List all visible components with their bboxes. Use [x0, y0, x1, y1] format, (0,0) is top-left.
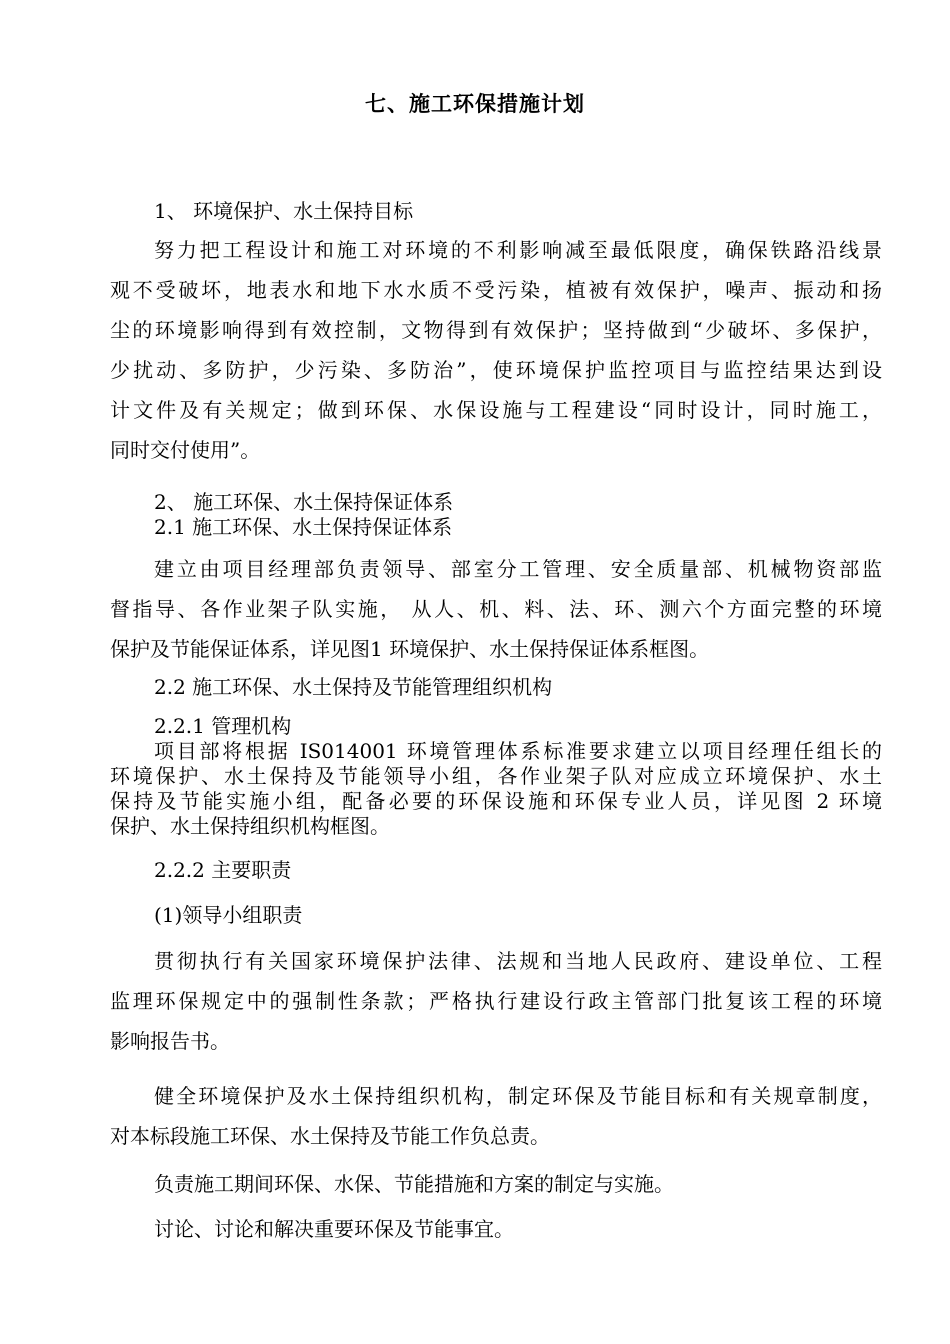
- page-title: 七、施工环保措施计划: [365, 91, 585, 116]
- paragraph-line: 保护、水土保持组织机构框图。: [110, 814, 390, 838]
- paragraph-line: 观不受破坏，地表水和地下水水质不受污染，植被有效保护，噪声、振动和扬: [110, 278, 882, 302]
- paragraph-line: 监理环保规定中的强制性条款；严格执行建设行政主管部门批复该工程的环境: [110, 989, 882, 1013]
- paragraph-line: 健全环境保护及水土保持组织机构，制定环保及节能目标和有关规章制度，: [154, 1084, 882, 1108]
- paragraph-line: 同时交付使用”。: [110, 438, 261, 462]
- paragraph-line: 影响报告书。: [110, 1029, 230, 1053]
- paragraph-line: 保护及节能保证体系，详见图1 环境保护、水土保持保证体系框图。: [110, 637, 710, 661]
- duties-paragraph-3: [110, 1164, 882, 1204]
- duties-paragraph-4: [110, 1209, 882, 1249]
- subsection-2-2-2-block: [110, 850, 882, 890]
- section-2-1-paragraph: [110, 549, 882, 669]
- paragraph-line: 项目部将根据 IS014001 环境管理体系标准要求建立以项目经理任组长的: [154, 739, 882, 763]
- section-1-heading-block: [110, 191, 882, 231]
- paragraph-line: 努力把工程设计和施工对环境的不利影响减至最低限度，确保铁路沿线景: [154, 238, 882, 262]
- paragraph-line: 少扰动、多防护，少污染、多防治”，使环境保护监控项目与监控结果达到设: [110, 358, 882, 382]
- paragraph-line: 讨论、讨论和解决重要环保及节能事宜。: [154, 1217, 514, 1241]
- subsection-2-2-1-heading: 2.2.1 管理机构: [154, 714, 292, 738]
- paragraph-line: 环境保护、水土保持及节能领导小组，各作业架子队对应成立环境保护、水土: [110, 764, 882, 788]
- paragraph-line: 尘的环境影响得到有效控制，文物得到有效保护；坚持做到“少破坏、多保护，: [110, 318, 882, 342]
- paragraph-line: 保持及节能实施小组，配备必要的环保设施和环保专业人员，详见图 2 环境: [110, 789, 882, 813]
- paragraph-line: 对本标段施工环保、水土保持及节能工作负总责。: [110, 1124, 550, 1148]
- paragraph-line: 计文件及有关规定；做到环保、水保设施与工程建设“同时设计，同时施工，: [110, 398, 882, 422]
- duties-paragraph-2: [110, 1076, 882, 1156]
- paragraph-line: 督指导、各作业架子队实施， 从人、机、料、法、环、测六个方面完整的环境: [110, 597, 882, 621]
- leader-group-duties-heading: (1)领导小组职责: [154, 903, 303, 927]
- paragraph-line: 负责施工期间环保、水保、节能措施和方案的制定与实施。: [154, 1172, 674, 1196]
- subsection-2-2-2-heading: 2.2.2 主要职责: [154, 858, 292, 882]
- duties-paragraph-1: [110, 941, 882, 1061]
- section-1-paragraph: [110, 230, 882, 470]
- leader-group-duties-block: [110, 895, 882, 935]
- section-2-heading: 2、 施工环保、水土保持保证体系: [154, 490, 454, 514]
- section-1-heading: 1、 环境保护、水土保持目标: [154, 199, 414, 223]
- section-2-headings: [110, 490, 882, 540]
- subsection-2-1-heading: 2.1 施工环保、水土保持保证体系: [154, 515, 453, 539]
- subsection-2-2-1-block: [110, 714, 882, 839]
- paragraph-line: 建立由项目经理部负责领导、部室分工管理、安全质量部、机械物资部监: [154, 557, 882, 581]
- subsection-2-2-block: [110, 675, 882, 700]
- subsection-2-2-heading: 2.2 施工环保、水土保持及节能管理组织机构: [154, 675, 553, 699]
- paragraph-line: 贯彻执行有关国家环境保护法律、法规和当地人民政府、建设单位、工程: [154, 949, 882, 973]
